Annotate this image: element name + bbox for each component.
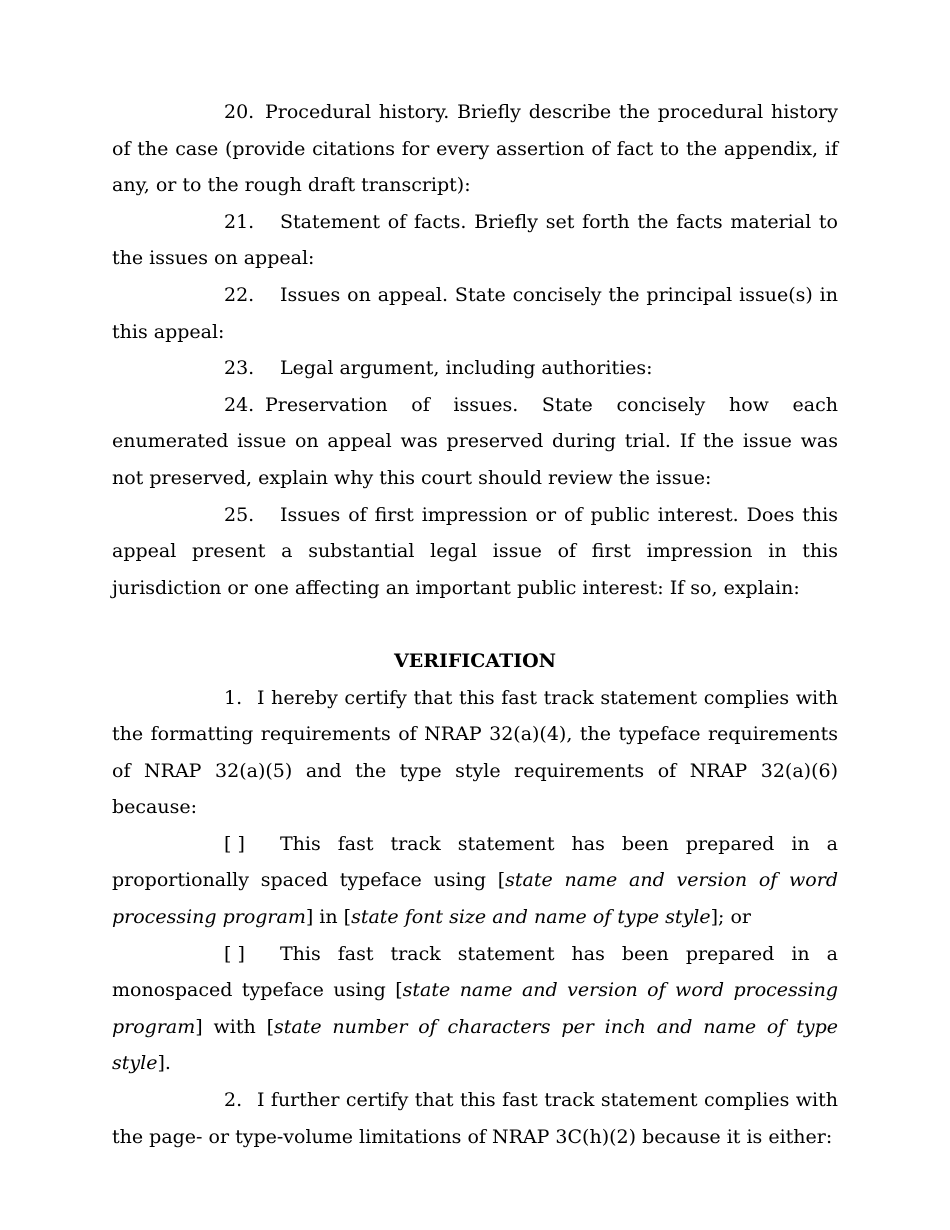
item-number: 21. xyxy=(224,210,255,233)
item-text: Legal argument, including authorities: xyxy=(280,357,653,380)
option-placeholder: state name and version of word processing program xyxy=(112,869,838,929)
option-placeholder: state number of characters per inch and name of type style xyxy=(112,1015,838,1075)
option-placeholder: state font size and name of type style xyxy=(351,906,711,929)
certification-1 xyxy=(112,680,838,826)
item-20 xyxy=(112,94,838,204)
item-text: Issues on appeal. State concisely the principal issue(s) in this appeal: xyxy=(112,283,838,343)
item-number: 22. xyxy=(224,283,255,306)
item-number: 1. xyxy=(224,686,243,709)
typeface-option-monospaced xyxy=(112,936,838,1082)
item-25 xyxy=(112,497,838,607)
item-text: I hereby certify that this fast track statement complies with the formatting requirements of NRAP 32(a)(4), the typeface requirements of NRAP 32(a)(5) and the type style requirements of NRAP 32(a)(6) because: xyxy=(112,686,838,819)
item-number: 2. xyxy=(224,1089,243,1112)
item-22 xyxy=(112,277,838,350)
option-text: ]. xyxy=(157,1052,171,1075)
option-placeholder: state name and version of word processing program xyxy=(112,979,838,1038)
document-page xyxy=(112,94,838,1155)
item-number: 20. xyxy=(224,101,255,123)
item-text: Issues of first impression or of public interest. Does this appeal present a substantial legal issue of first impression in this jurisdiction or one affecting an important public interest: If so, explain: xyxy=(112,503,838,599)
certification-2 xyxy=(112,1082,838,1155)
verification-heading: VERIFICATION xyxy=(393,649,557,672)
item-21 xyxy=(112,204,838,277)
checkbox-placeholder: [ ] xyxy=(224,832,245,855)
item-24 xyxy=(112,387,838,497)
option-text: ]; or xyxy=(710,906,751,929)
item-text: Procedural history. Briefly describe the procedural history of the case (provide citations for every assertion of fact to the appendix, if any, or to the rough draft transcript): xyxy=(112,101,838,197)
option-text: This fast track statement has been prepared in a monospaced typeface using [ xyxy=(112,942,838,1002)
item-number: 23. xyxy=(224,357,255,380)
typeface-option-proportional xyxy=(112,826,838,936)
option-text: ] in [ xyxy=(305,906,352,929)
checkbox-placeholder: [ ] xyxy=(224,942,245,965)
item-number: 25. xyxy=(224,503,255,526)
item-23 xyxy=(112,350,838,387)
item-text: I further certify that this fast track statement complies with the page- or type-volume limitations of NRAP 3C(h)(2) because it is either: xyxy=(112,1089,838,1148)
option-text: ] with [ xyxy=(195,1015,274,1038)
item-number: 24. xyxy=(224,393,255,416)
item-text: Statement of facts. Briefly set forth the facts material to the issues on appeal: xyxy=(112,210,838,270)
option-text: This fast track statement has been prepared in a proportionally spaced typeface using [ xyxy=(112,832,838,892)
item-text: Preservation of issues. State concisely how each enumerated issue on appeal was preserved during trial. If the issue was not preserved, explain why this court should review the issue: xyxy=(112,393,838,489)
